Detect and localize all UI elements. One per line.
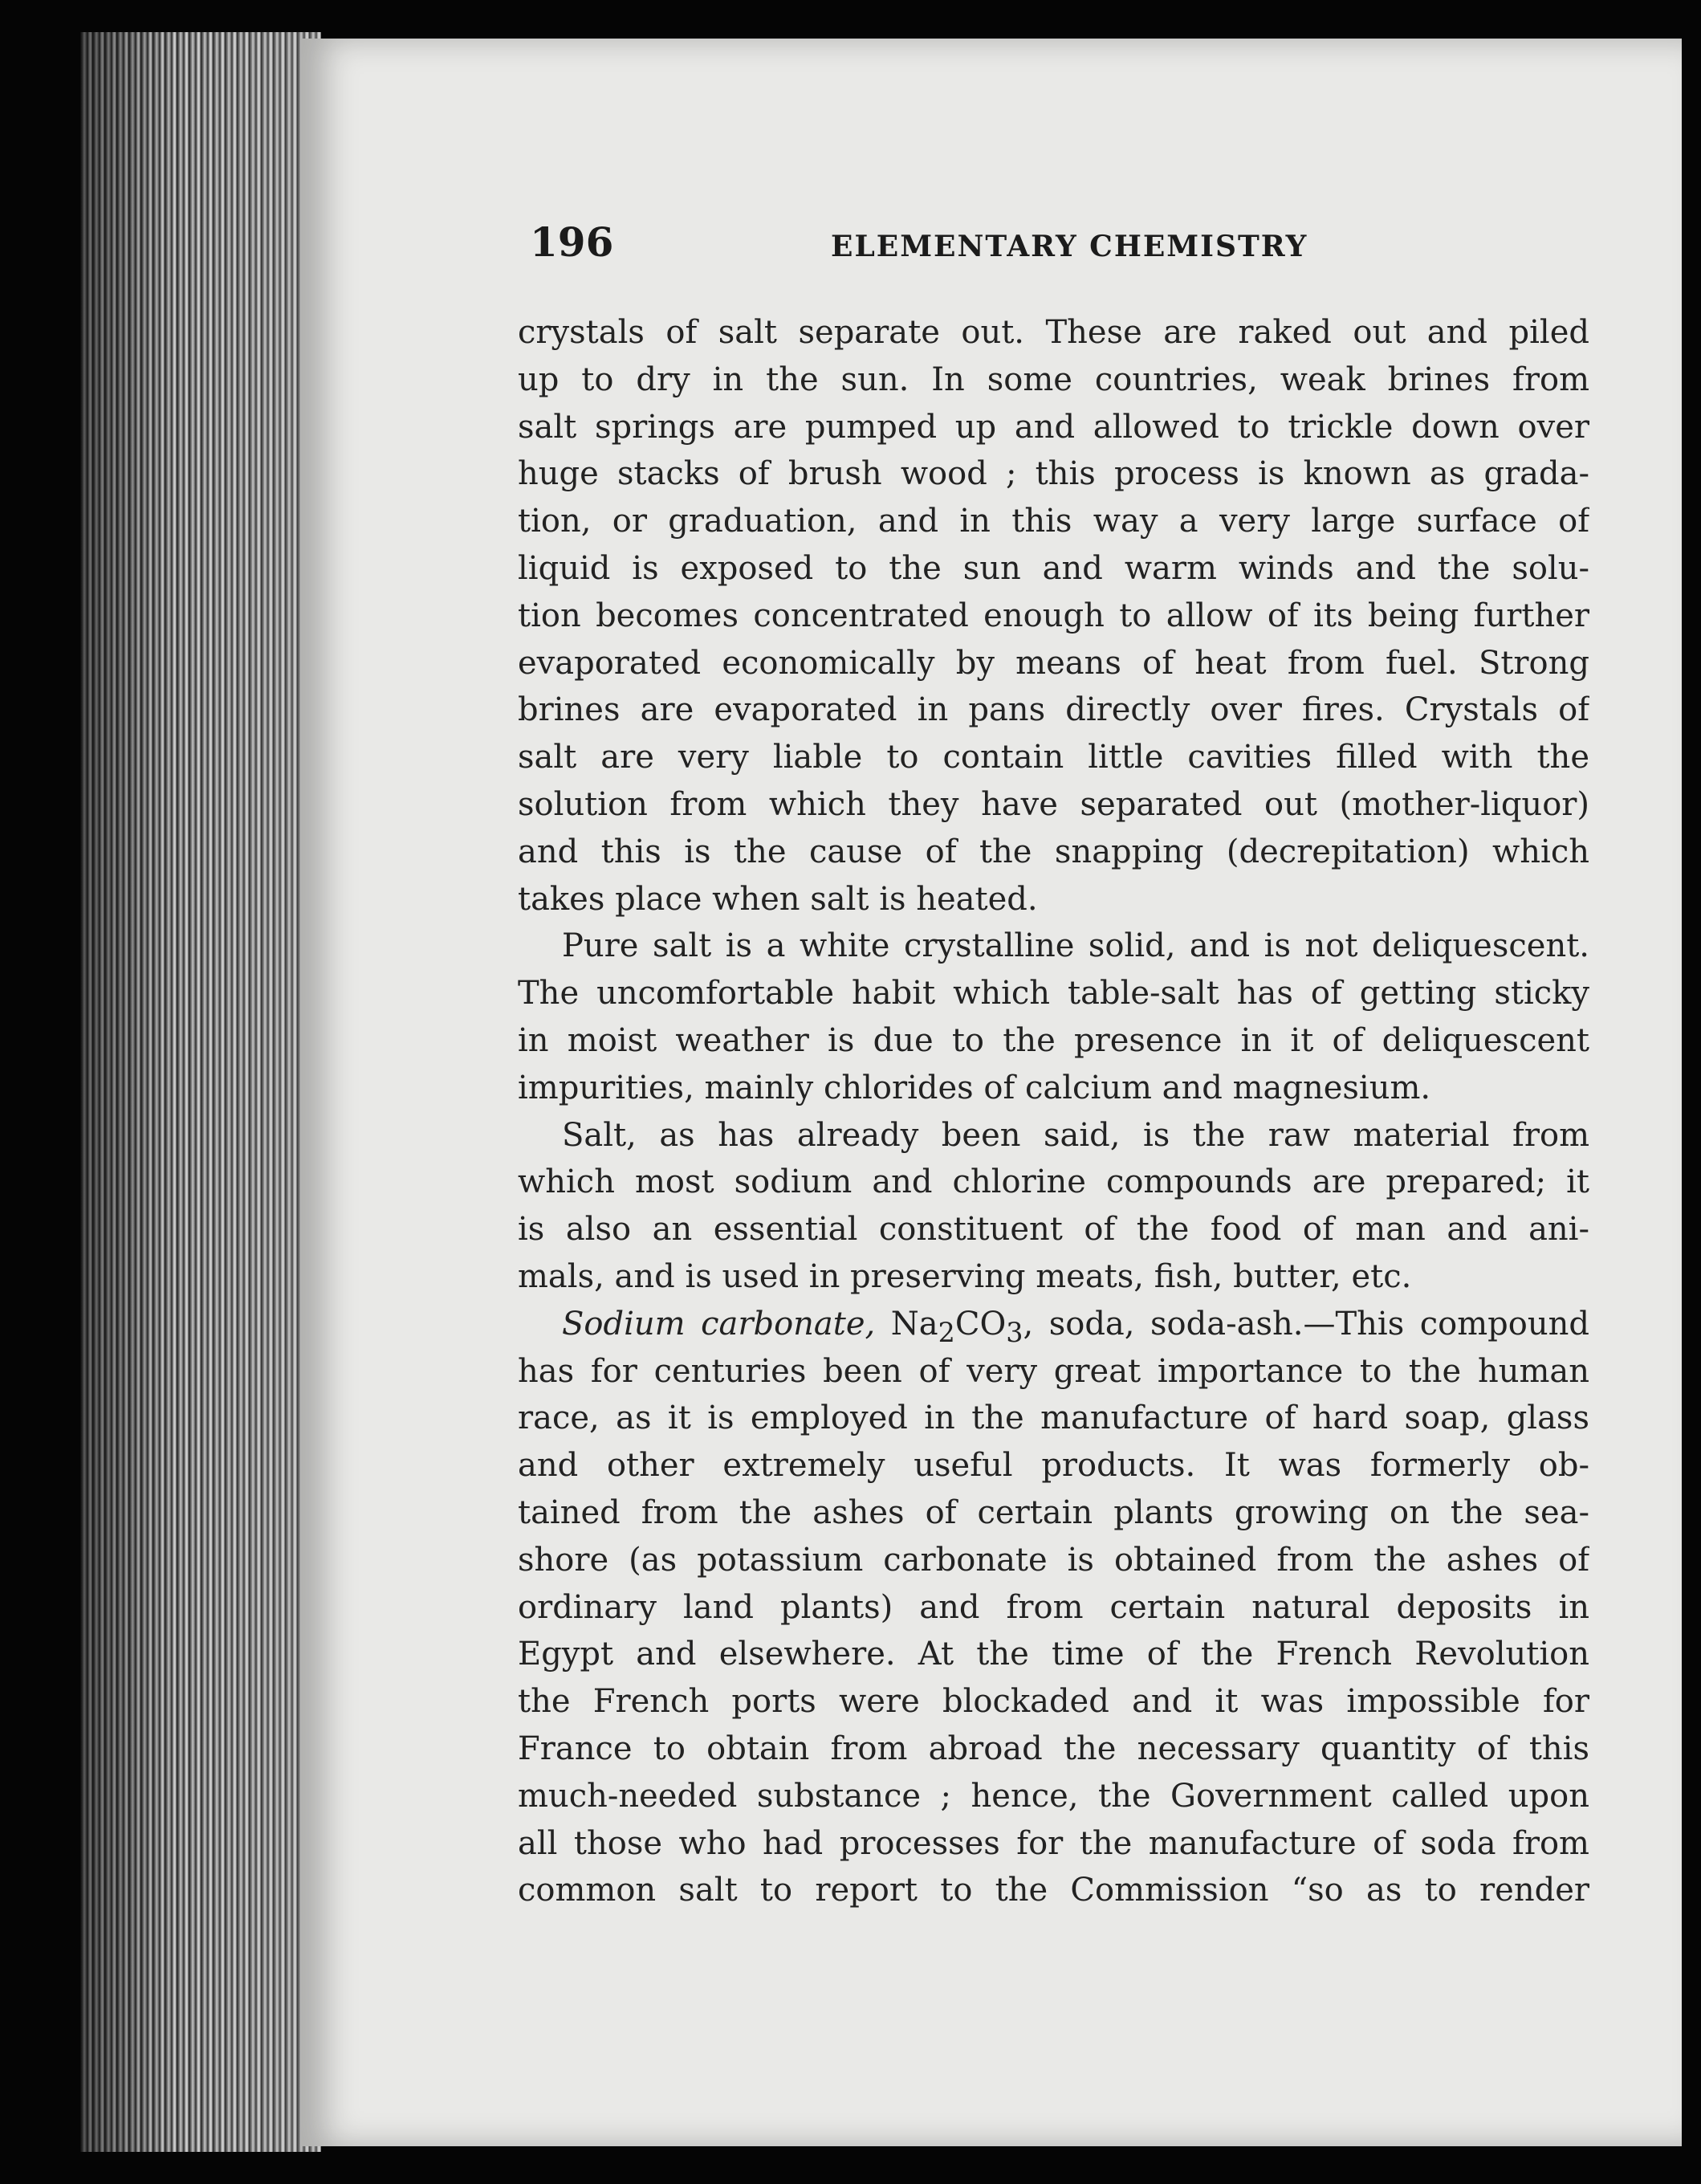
text-line: liquid is exposed to the sun and warm winds and the solu- [518,549,1589,587]
text-line: the French ports were blockaded and it was impossible for [518,1683,1589,1721]
text-line: much-needed substance ; hence, the Government called upon [518,1777,1589,1815]
text-line: solution from which they have separated out (mother-liquor) [518,785,1589,823]
book-page-edges [80,32,321,2152]
text-line: France to obtain from abroad the necessary quantity of this [518,1730,1589,1767]
page-number: 196 [530,218,614,266]
text-line: and other extremely useful products. It was formerly ob- [518,1447,1589,1485]
text-line: mals, and is used in preserving meats, fish, butter, etc. [518,1257,1412,1295]
text-line: in moist weather is due to the presence in it of deliquescent [518,1021,1589,1059]
text-line: huge stacks of brush wood ; this process is known as grada- [518,455,1589,493]
text-line: which most sodium and chlorine compounds are prepared; it [518,1163,1589,1201]
body-text [518,309,1589,1914]
text-line: crystals of salt separate out. These are raked out and piled [518,314,1589,351]
text-line: tion becomes concentrated enough to allow of its being further [518,597,1589,634]
text-line: up to dry in the sun. In some countries, weak brines from [518,361,1589,398]
text-line: is also an essential constituent of the food of man and ani- [518,1211,1589,1249]
text-line: impurities, mainly chlorides of calcium and magnesium. [518,1069,1431,1106]
text-line: Pure salt is a white crystalline solid, and is not deliquescent. [562,927,1589,965]
text-line: The uncomfortable habit which table-salt has of getting sticky [518,975,1589,1013]
text-line: race, as it is employed in the manufacture of hard soap, glass [518,1400,1589,1437]
text-line: shore (as potassium carbonate is obtained from the ashes of [518,1541,1589,1579]
sodium-carbonate-heading-line [518,1301,1589,1348]
text-line: and this is the cause of the snapping (decrepitation) which [518,833,1589,870]
text-line: common salt to report to the Commission “so as to render [518,1872,1589,1909]
page-header [530,218,1581,275]
text-line: all those who had processes for the manufacture of soda from [518,1824,1589,1862]
text-line: evaporated economically by means of heat from fuel. Strong [518,644,1589,682]
formula: $Na_2CO_3$, [890,1305,1034,1348]
running-head: ELEMENTARY CHEMISTRY [831,230,1308,263]
text-line: tion, or graduation, and in this way a very large surface of [518,503,1589,540]
text-line: Salt, as has already been said, is the raw material from [562,1116,1589,1154]
text-line: ordinary land plants) and from certain natural deposits in [518,1588,1589,1626]
sodium-carbonate-term: Sodium carbonate, [562,1305,876,1343]
heading-rest: soda, soda-ash.—This compound [1048,1305,1589,1343]
text-line: has for centuries been of very great importance to the human [518,1352,1589,1390]
text-line: takes place when salt is heated. [518,880,1038,918]
text-line: brines are evaporated in pans directly over fires. Crystals of [518,691,1589,729]
text-line: Egypt and elsewhere. At the time of the French Revolution [518,1636,1589,1673]
text-line: tained from the ashes of certain plants growing on the sea- [518,1493,1589,1531]
text-line: salt are very liable to contain little cavities filled with the [518,739,1589,776]
text-line: salt springs are pumped up and allowed to trickle down over [518,408,1589,446]
